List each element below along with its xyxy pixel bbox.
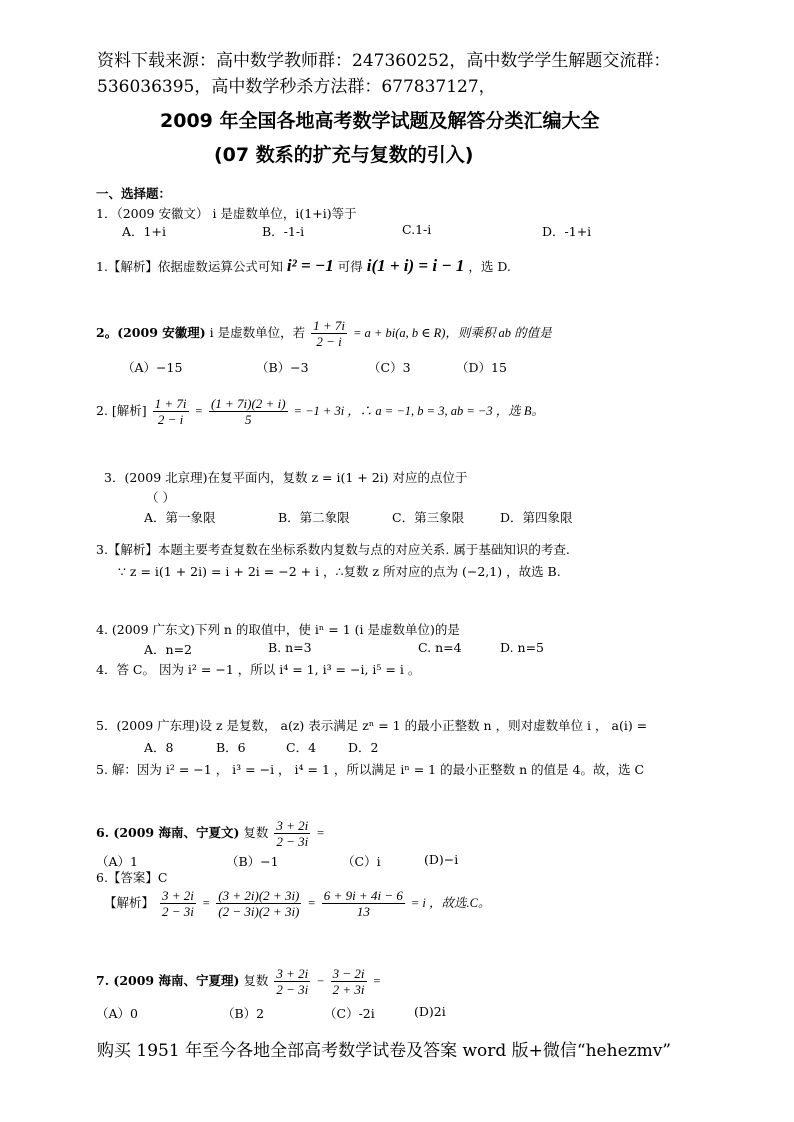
question-2-option-a: （A）−15: [122, 360, 183, 375]
question-1-option-b: B．-1-i: [262, 224, 305, 239]
question-7-option-a: （A）0: [96, 1006, 138, 1021]
q6-sol-f3-num: 6 + 9i + 4i − 6: [323, 888, 403, 903]
q1-solution-prefix: 1.【解析】依据虚数运算公式可知: [96, 259, 283, 274]
q2-sol-f1-num: 1 + 7i: [154, 396, 187, 411]
question-4-option-d: D. n=5: [500, 640, 545, 655]
question-3-stem: 3．(2009 北京理)在复平面内，复数 z = i(1 + 2i) 对应的点位于: [104, 470, 468, 485]
q7-stem-a: 复数: [243, 973, 269, 988]
q6-fraction: [274, 818, 310, 849]
q1-solution-mid: 可得: [337, 259, 363, 274]
question-1-option-c: C.1-i: [402, 222, 432, 237]
question-3-solution-line-2: ∵ z = i(1 + 2i) = i + 2i = −2 + i ，∴复数 z 所对应的点为 (−2,1) ，故选 B.: [118, 564, 561, 579]
question-7-option-d: (D)2i: [414, 1004, 446, 1019]
q6-sol-f1-num: 3 + 2i: [162, 888, 194, 903]
header-source-line-2: 536036395，高中数学秒杀方法群：677837127，: [97, 77, 496, 97]
q2-sol-f2-den: 5: [209, 411, 288, 427]
q6-label: 6. (2009 海南、宁夏文): [96, 825, 240, 840]
question-3-option-c: C．第三象限: [392, 510, 465, 525]
question-4-option-a: A．n=2: [144, 642, 193, 657]
document-subtitle: (07 数系的扩充与复数的引入): [214, 144, 474, 166]
question-6-option-a: （A）1: [96, 854, 138, 869]
q6-sol-f2-den: (2 − 3i)(2 + 3i): [218, 904, 300, 919]
q6-solution-label: 【解析】: [104, 895, 155, 910]
question-7-stem: 7. (2009 海南、宁夏理) 复数 $\frac{3 + 2i}{2 - 3i}$ − $\frac{3 - 2i}{2 + 3i}$ =: [96, 966, 381, 997]
question-2-option-d: （D）15: [456, 360, 507, 375]
question-6-stem: [96, 818, 325, 849]
question-5-option-a: A．8: [144, 740, 174, 755]
question-5-solution: 5. 解：因为 i² = −1 ， i³ = −i ， i⁴ = 1 ，所以满足 iⁿ = 1 的最小正整数 n 的值是 4。故，选 C: [96, 762, 645, 777]
header-source-line-1: 资料下载来源：高中数学教师群：247360252，高中数学学生解题交流群：: [97, 51, 671, 71]
q2-stem-b: = a + bi(a, b ∈ R)，则乘积 ab 的值是: [353, 326, 552, 340]
q7-fraction-1: [274, 966, 310, 997]
q7-f2-num: 3 − 2i: [332, 966, 365, 981]
question-2-option-b: （B）−3: [256, 360, 309, 375]
question-5-option-b: B．6: [216, 740, 246, 755]
question-3-solution-line-1: 3.【解析】本题主要考查复数在坐标系数内复数与点的对应关系. 属于基础知识的考查.: [96, 542, 570, 557]
q6-sol-f1-den: 2 − 3i: [162, 904, 194, 919]
q1-solution-eq2: i(1 + i) = i − 1: [366, 256, 465, 275]
q6-solution-tail: = i ，故选.C。: [410, 896, 491, 910]
q7-fraction-2: [331, 966, 367, 997]
question-6-option-c: （C）i: [342, 854, 381, 869]
q6-fraction-numerator: 3 + 2i: [276, 818, 309, 833]
question-7-option-b: （B）2: [222, 1006, 265, 1021]
q2-solution-fraction-1: [153, 396, 189, 427]
question-5-option-d: D．2: [348, 740, 379, 755]
q2-fraction: [311, 318, 347, 349]
question-2-option-c: （C）3: [368, 360, 411, 375]
question-3-answer-paren: （ ）: [146, 490, 175, 505]
q6-stem-b: =: [316, 826, 325, 840]
q7-f1-den: 2 − 3i: [276, 982, 309, 997]
q6-solution-fraction-3: [322, 888, 405, 919]
q6-solution-fraction-2: [216, 888, 301, 919]
q2-solution-fraction-2: [209, 396, 288, 427]
question-6-option-b: （B）−1: [226, 854, 279, 869]
q6-sol-f3-den: 13: [322, 903, 405, 919]
question-4-option-b: B. n=3: [268, 640, 312, 655]
question-6-answer: 6.【答案】C: [96, 870, 168, 885]
q6-solution-fraction-1: [160, 888, 196, 919]
question-3-option-a: A．第一象限: [144, 510, 216, 525]
question-1-option-a: A．1+i: [122, 224, 166, 239]
question-3-option-d: D．第四象限: [500, 510, 573, 525]
question-4-solution: 4．答 C。 因为 i² = −1 ，所以 i⁴ = 1, i³ = −i, i⁵ = i 。: [96, 662, 421, 677]
q2-sol-f1-den: 2 − i: [153, 411, 189, 427]
question-6-option-d: (D)−i: [424, 852, 459, 867]
question-4-option-c: C. n=4: [418, 640, 462, 655]
question-7-option-c: （C）-2i: [324, 1006, 375, 1021]
question-6-solution: 【解析】 $\frac{3 + 2i}{2 - 3i}$ = $\frac{(3 + 2i)(2 + 3i)}{(2 - 3i)(2 + 3i)}$ = $\frac{6 + 9i + 4i - 6}{13}$ = i ，故选.C。: [104, 888, 491, 919]
q7-label: 7. (2009 海南、宁夏理): [96, 973, 240, 988]
q1-solution-eq1: i² = −1: [286, 256, 334, 275]
question-1-option-d: D．-1+i: [542, 224, 592, 239]
q7-stem-b: =: [372, 974, 381, 988]
question-1-stem: 1．（2009 安徽文） i 是虚数单位，i(1+i)等于: [96, 206, 357, 221]
q6-stem-a: 复数: [243, 825, 269, 840]
question-3-option-b: B．第二象限: [278, 510, 350, 525]
question-5-option-c: C．4: [286, 740, 317, 755]
section-heading: 一、选择题：: [96, 186, 172, 201]
q2-stem-a: i 是虚数单位，若: [209, 325, 306, 340]
q2-fraction-denominator: 2 − i: [311, 333, 347, 349]
footer-advert: 购买 1951 年至今各地全部高考数学试卷及答案 word 版+微信“hehezmv”: [97, 1041, 671, 1061]
q2-fraction-numerator: 1 + 7i: [313, 318, 346, 333]
q7-f2-den: 2 + 3i: [332, 982, 365, 997]
q2-label: 2。(2009 安徽理): [96, 325, 206, 340]
q6-fraction-denominator: 2 − 3i: [276, 834, 309, 849]
q2-solution-label: 2. [解析]: [96, 403, 147, 418]
q6-sol-f2-num: (3 + 2i)(2 + 3i): [218, 888, 300, 903]
question-2-stem: [96, 318, 552, 349]
question-2-solution: 2. [解析] $\frac{1 + 7i}{2 - i}$ = $\frac{(1 + 7i)(2 + i)}{5}$ = −1 + 3i ，∴ a = −1, b = 3, ab = −3 ，选 B。: [96, 396, 544, 427]
document-title: 2009 年全国各地高考数学试题及解答分类汇编大全: [160, 110, 600, 132]
question-1-solution: [96, 256, 511, 276]
question-5-stem: 5．(2009 广东理)设 z 是复数， a(z) 表示满足 zⁿ = 1 的最小正整数 n ，则对虚数单位 i ， a(i) =: [96, 718, 648, 733]
question-4-stem: 4. (2009 广东文)下列 n 的取值中，使 iⁿ = 1 (i 是虚数单位)的是: [96, 622, 460, 637]
q2-sol-f2-num: (1 + 7i)(2 + i): [210, 396, 286, 411]
q7-f1-num: 3 + 2i: [276, 966, 309, 981]
q1-solution-post: ，选 D.: [468, 259, 511, 274]
q2-solution-tail: = −1 + 3i ，∴ a = −1, b = 3, ab = −3 ，选 B。: [293, 404, 544, 418]
